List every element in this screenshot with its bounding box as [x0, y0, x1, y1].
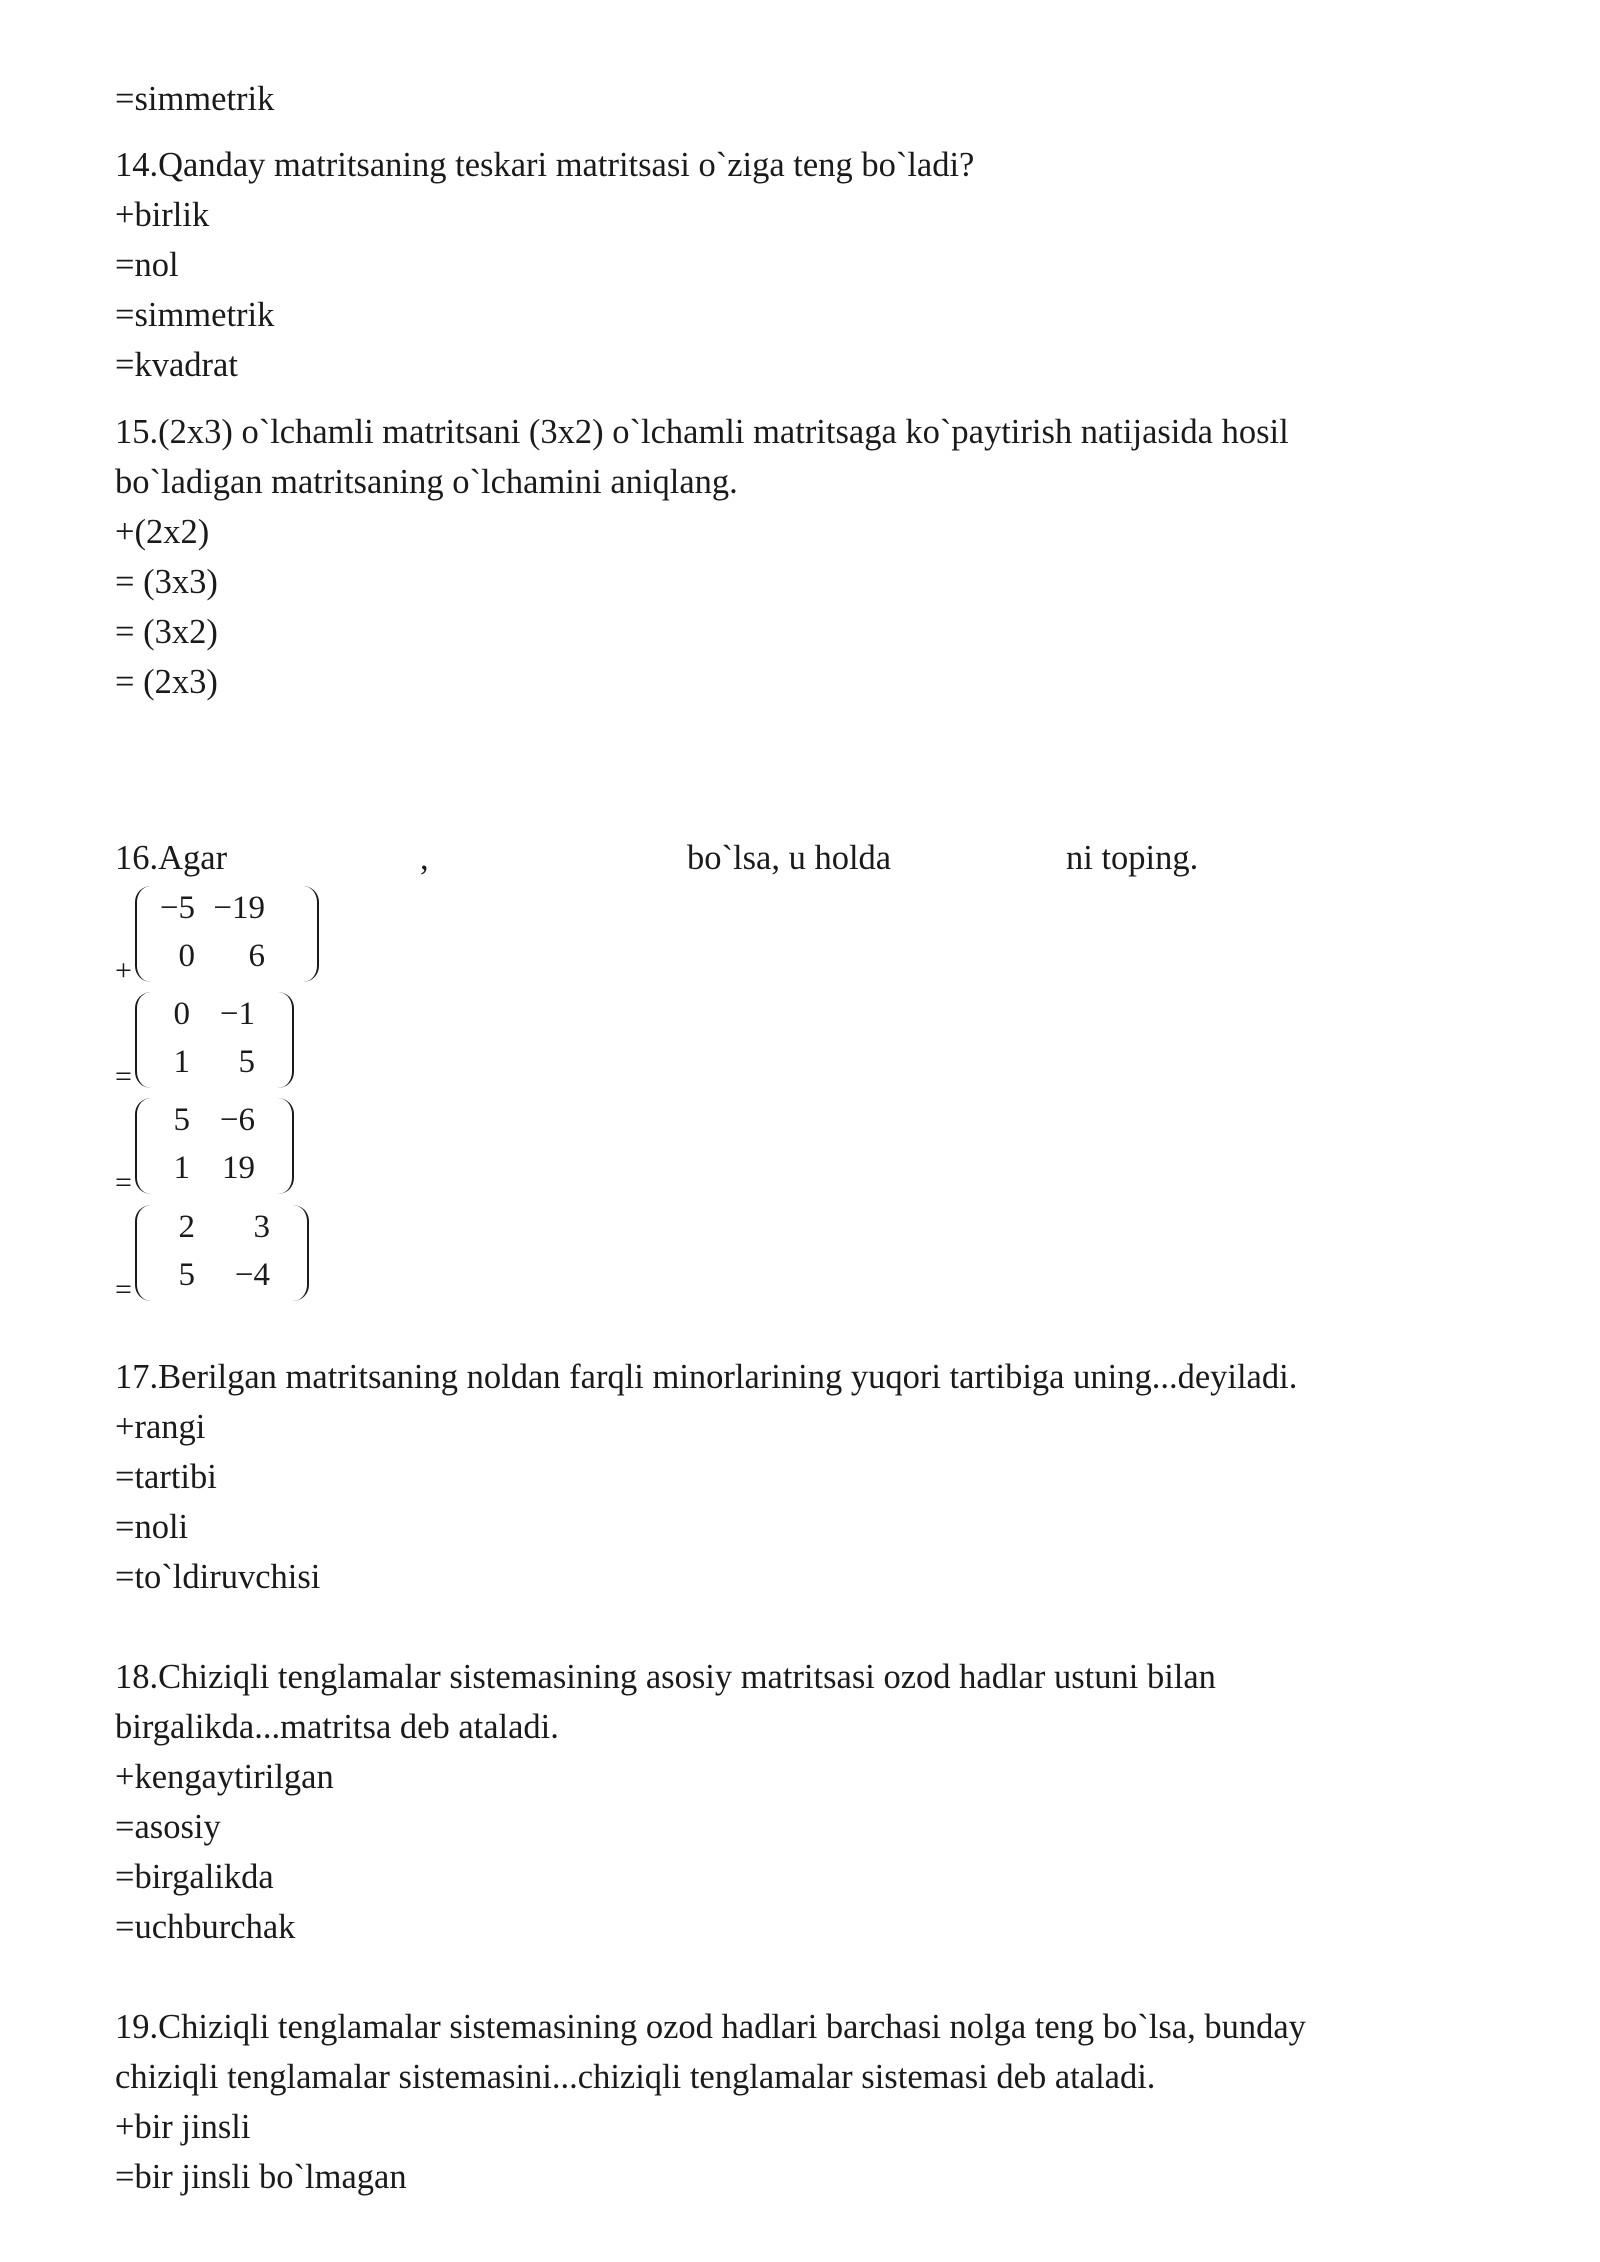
answer-option: = (3x2) [115, 613, 218, 651]
right-parenthesis [276, 992, 294, 1088]
matrix-cell: 5 [173, 1102, 190, 1138]
matrix-cell: 5 [238, 1044, 255, 1080]
question-19: 19.Chiziqli tenglamalar sistemasining ozod hadlari barchasi nolga teng bo`lsa, bunday [115, 2008, 1306, 2046]
question-18: 18.Chiziqli tenglamalar sistemasining asosiy matritsasi ozod hadlar ustuni bilan [115, 1658, 1216, 1696]
answer-option: = (3x3) [115, 563, 218, 601]
matrix-cell: 19 [222, 1150, 255, 1186]
matrix-cell: 3 [253, 1209, 270, 1245]
question-16-end: ni toping. [1066, 839, 1199, 877]
question-19-continued: chiziqli tenglamalar sistemasini...chiziqli tenglamalar sistemasi deb ataladi. [115, 2058, 1156, 2096]
option-sign: = [115, 1273, 132, 1306]
right-parenthesis [276, 1098, 294, 1194]
answer-option: =kvadrat [115, 346, 238, 384]
matrix-cell: 2 [178, 1209, 195, 1245]
answer-option: =simmetrik [115, 80, 275, 118]
answer-option: = (2x3) [115, 663, 218, 701]
matrix-option [115, 1205, 375, 1305]
question-16-middle: bo`lsa, u holda [687, 839, 892, 877]
question-18-continued: birgalikda...matritsa deb ataladi. [115, 1708, 559, 1746]
answer-option-correct: +bir jinsli [115, 2108, 251, 2146]
right-parenthesis [301, 886, 319, 982]
answer-option: =simmetrik [115, 296, 275, 334]
question-16-comma: , [420, 839, 429, 877]
answer-option: =bir jinsli bo`lmagan [115, 2158, 407, 2196]
answer-option-correct: +(2x2) [115, 513, 210, 551]
option-sign: = [115, 1166, 132, 1199]
matrix-cell: 1 [173, 1150, 190, 1186]
answer-option-correct: +rangi [115, 1408, 206, 1446]
answer-option: =birgalikda [115, 1858, 274, 1896]
matrix-cell: 5 [178, 1257, 195, 1293]
option-sign: + [115, 954, 132, 987]
matrix-cell: −5 [159, 890, 195, 926]
answer-option-correct: +birlik [115, 196, 210, 234]
matrix-option [115, 992, 375, 1092]
answer-option: =to`ldiruvchisi [115, 1558, 321, 1596]
question-14: 14.Qanday matritsaning teskari matritsasi o`ziga teng bo`ladi? [115, 146, 975, 184]
question-17: 17.Berilgan matritsaning noldan farqli minorlarining yuqori tartibiga uning...deyiladi. [115, 1358, 1298, 1396]
matrix-cell: −6 [219, 1102, 255, 1138]
answer-option: =noli [115, 1508, 189, 1546]
question-16-start: 16.Agar [115, 839, 228, 877]
answer-option-correct: +kengaytirilgan [115, 1758, 334, 1796]
answer-option: =uchburchak [115, 1908, 296, 1946]
matrix-option [115, 1098, 375, 1198]
matrix-cell: 1 [173, 1044, 190, 1080]
answer-option: =tartibi [115, 1458, 217, 1496]
matrix-cell: −19 [213, 890, 265, 926]
question-15-continued: bo`ladigan matritsaning o`lchamini aniqlang. [115, 463, 738, 501]
right-parenthesis [291, 1205, 309, 1301]
question-15: 15.(2x3) o`lchamli matritsani (3x2) o`lchamli matritsaga ko`paytirish natijasida hosil [115, 413, 1289, 451]
matrix-cell: 0 [173, 996, 190, 1032]
matrix-cell: −4 [234, 1257, 270, 1293]
answer-option: =nol [115, 246, 179, 284]
matrix-cell: 0 [178, 938, 195, 974]
option-sign: = [115, 1060, 132, 1093]
answer-option: =asosiy [115, 1808, 221, 1846]
matrix-cell: −1 [219, 996, 255, 1032]
matrix-option [115, 886, 375, 986]
matrix-cell: 6 [248, 938, 265, 974]
